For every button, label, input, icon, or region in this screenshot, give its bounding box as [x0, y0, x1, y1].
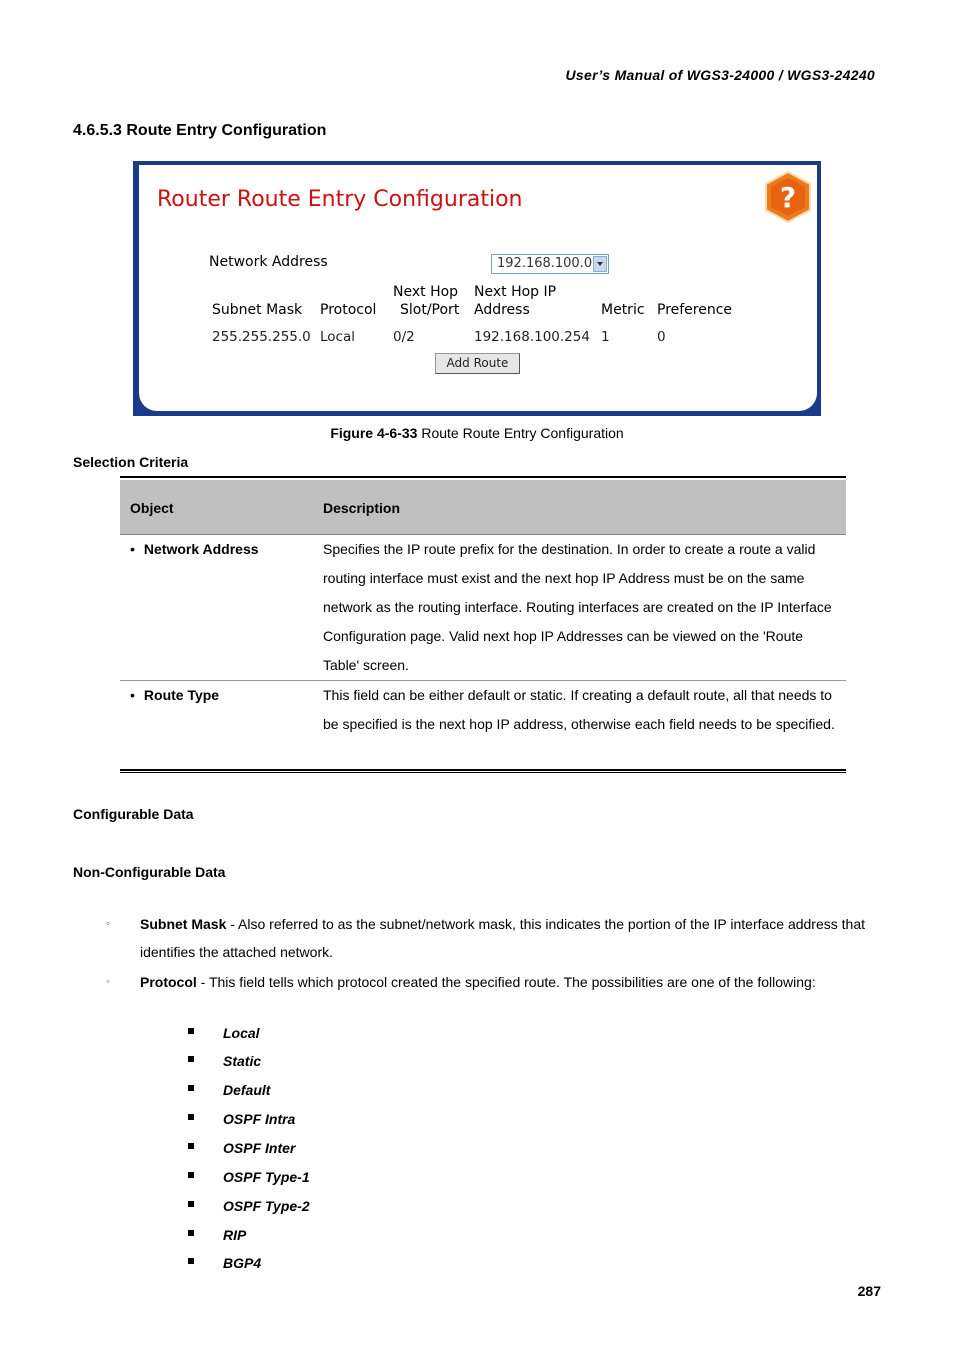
- row-preference: 0: [657, 329, 666, 345]
- network-address-label: Network Address: [209, 254, 328, 270]
- list-item: RIP: [223, 1227, 247, 1243]
- row-description: Specifies the IP route prefix for the destination. In order to create a route a valid routing interface must exist and the next hop IP Address must be on the same network as the routing interface. Routing interfaces are created on the IP Interface Configuration page. Valid next hop IP Addresses can be viewed on the 'Route Table' screen.: [323, 541, 832, 673]
- list-item: OSPF Type-1: [223, 1169, 310, 1185]
- figure-label: Figure 4-6-33: [330, 425, 418, 441]
- col-protocol: Protocol: [320, 302, 377, 318]
- col-next-hop-ip-line2: Address: [474, 302, 530, 318]
- square-bullet-icon: [188, 1056, 194, 1062]
- row-description: This field can be either default or static. If creating a default route, all that needs to be specified is the next hop IP address, otherwise each field needs to be specified.: [323, 687, 835, 732]
- subnet-mask-item: [140, 910, 890, 966]
- item-text: - This field tells which protocol created the specified route. The possibilities are one of the following:: [196, 974, 816, 990]
- svg-text:?: ?: [779, 181, 797, 214]
- network-address-value: 192.168.100.0: [497, 256, 593, 271]
- square-bullet-icon: [188, 1114, 194, 1120]
- list-item: OSPF Intra: [223, 1111, 296, 1127]
- item-text: - Also referred to as the subnet/network mask, this indicates the portion of the IP interface address that identifies the attached network.: [140, 916, 865, 960]
- screenshot-title: Router Route Entry Configuration: [157, 187, 523, 212]
- row-slot-port: 0/2: [393, 329, 415, 345]
- row-object: • Route Type: [130, 687, 219, 703]
- circle-bullet-icon: ◦: [106, 918, 110, 930]
- col-next-hop-ip-line1: Next Hop IP: [474, 284, 557, 300]
- table-header: [120, 480, 846, 535]
- chevron-down-icon[interactable]: [593, 256, 607, 272]
- square-bullet-icon: [188, 1085, 194, 1091]
- item-term: Protocol: [140, 974, 197, 990]
- list-item: Default: [223, 1082, 271, 1098]
- screenshot-body: [139, 165, 817, 411]
- configurable-data-heading: Configurable Data: [73, 806, 194, 822]
- selection-criteria-table: [120, 476, 846, 773]
- col-next-hop-slot-line1: Next Hop: [393, 284, 459, 300]
- header-description: Description: [323, 500, 401, 516]
- page-number: 287: [857, 1283, 881, 1299]
- square-bullet-icon: [188, 1028, 194, 1034]
- col-subnet-mask: Subnet Mask: [212, 302, 303, 318]
- header-object: Object: [130, 500, 174, 516]
- col-metric: Metric: [601, 302, 645, 318]
- col-preference: Preference: [657, 302, 733, 318]
- col-next-hop-slot-line2: Slot/Port: [400, 302, 460, 318]
- list-item: OSPF Type-2: [223, 1198, 310, 1214]
- row-metric: 1: [601, 329, 610, 345]
- item-term: Subnet Mask: [140, 916, 227, 932]
- table-row: [120, 681, 846, 768]
- square-bullet-icon: [188, 1258, 194, 1264]
- square-bullet-icon: [188, 1172, 194, 1178]
- non-configurable-data-heading: Non-Configurable Data: [73, 864, 226, 880]
- row-object: • Network Address: [130, 541, 259, 557]
- add-route-button[interactable]: Add Route: [435, 353, 520, 374]
- row-protocol: Local: [320, 329, 355, 345]
- selection-criteria-heading: Selection Criteria: [73, 454, 189, 470]
- list-item: Static: [223, 1053, 262, 1069]
- route-entry-screenshot: [133, 161, 821, 416]
- figure-text: Route Route Entry Configuration: [421, 425, 624, 441]
- page-header: User’s Manual of WGS3-24000 / WGS3-24240: [565, 67, 875, 83]
- square-bullet-icon: [188, 1201, 194, 1207]
- network-address-select[interactable]: [491, 254, 609, 274]
- section-title: 4.6.5.3 Route Entry Configuration: [73, 122, 327, 139]
- row-subnet-mask: 255.255.255.0: [212, 329, 311, 345]
- question-mark-icon[interactable]: [761, 170, 815, 224]
- list-item: Local: [223, 1025, 260, 1041]
- square-bullet-icon: [188, 1230, 194, 1236]
- row-next-hop-ip: 192.168.100.254: [474, 329, 590, 345]
- table-row: [120, 535, 846, 681]
- protocol-item: [140, 968, 890, 996]
- list-item: BGP4: [223, 1255, 262, 1271]
- square-bullet-icon: [188, 1143, 194, 1149]
- list-item: OSPF Inter: [223, 1140, 296, 1156]
- figure-caption: [0, 425, 954, 441]
- circle-bullet-icon: ◦: [106, 976, 110, 988]
